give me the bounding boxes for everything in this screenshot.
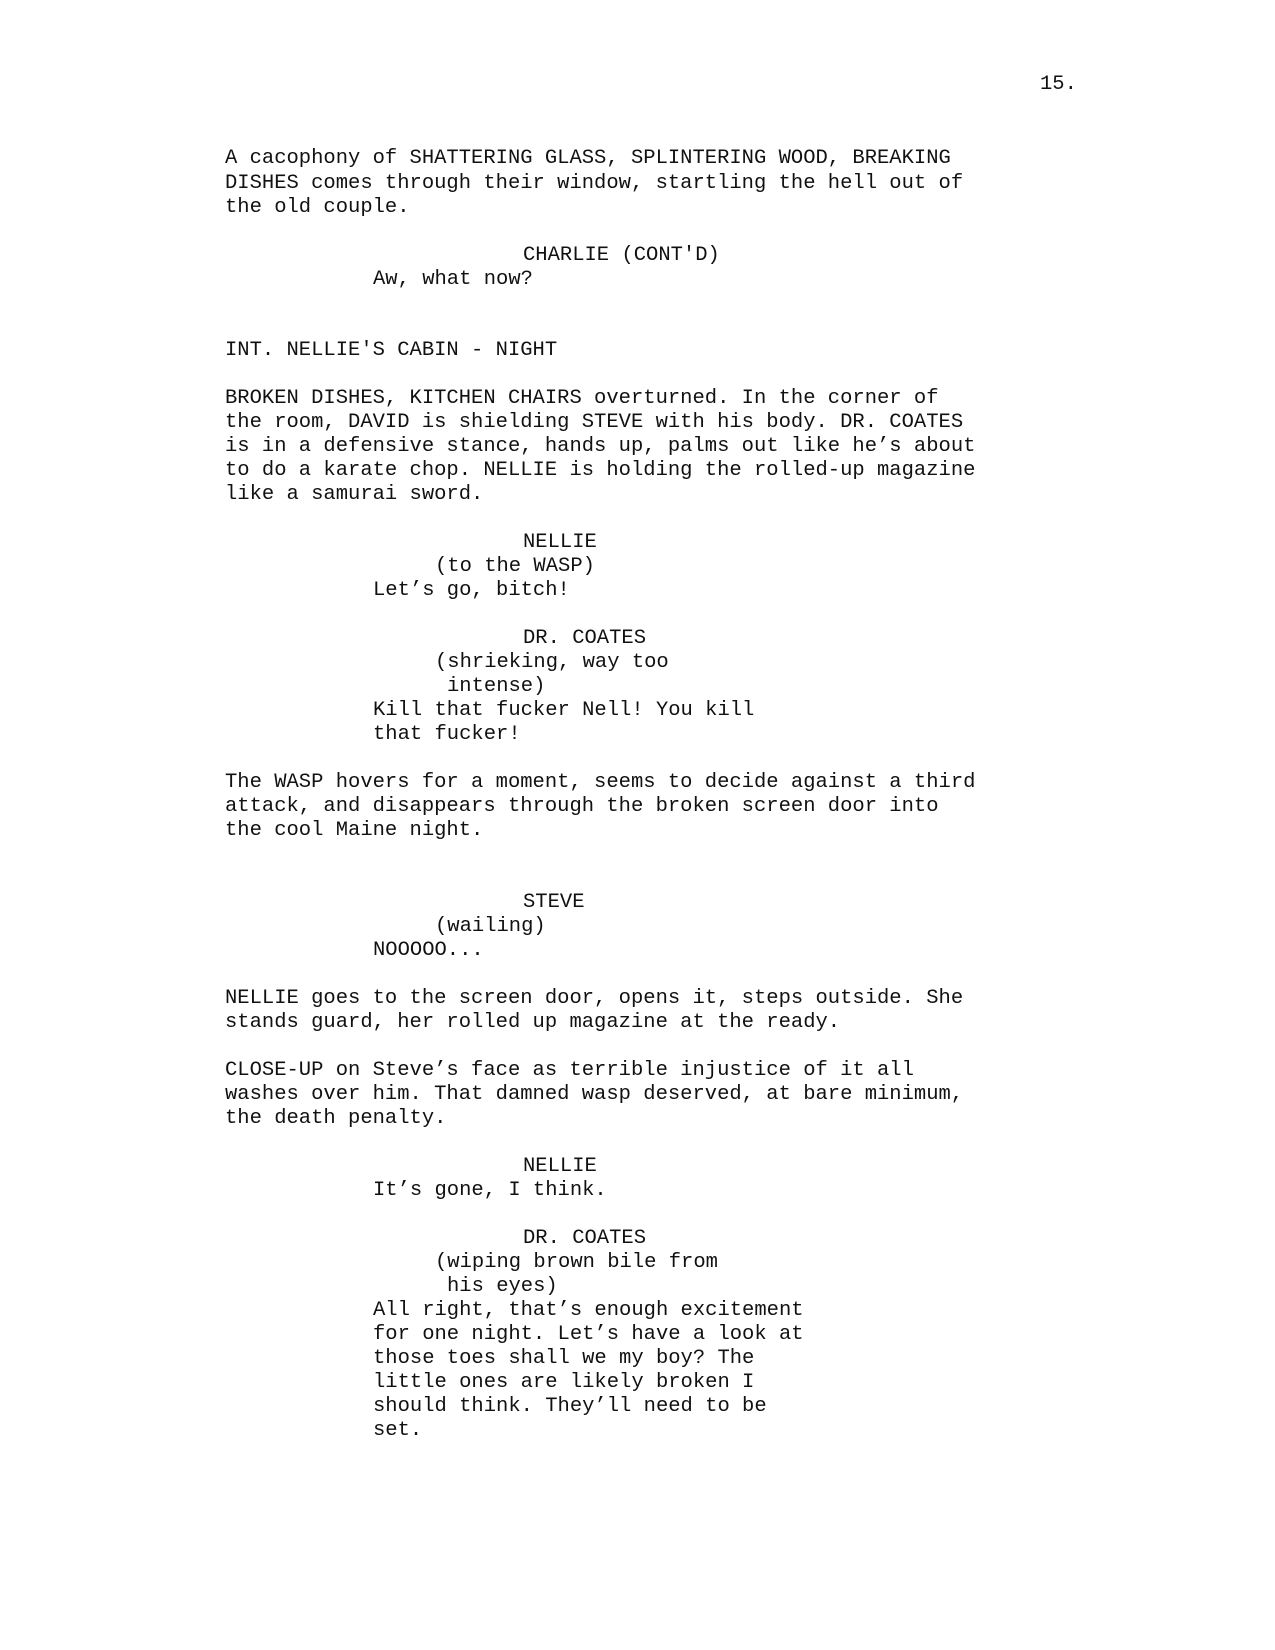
parenthetical: (to the WASP) [435, 555, 595, 578]
action-line: A cacophony of SHATTERING GLASS, SPLINTERING WOOD, BREAKING [225, 147, 951, 170]
character-name: CHARLIE (CONT'D) [523, 244, 720, 267]
action-line: NELLIE goes to the screen door, opens it, steps outside. She [225, 987, 964, 1010]
action-line: DISHES comes through their window, startling the hell out of [225, 172, 964, 195]
action-line: like a samurai sword. [225, 483, 484, 506]
parenthetical: his eyes) [447, 1275, 558, 1298]
action-line: the death penalty. [225, 1107, 447, 1130]
dialogue-line: NOOOOO... [373, 939, 484, 962]
dialogue-line: for one night. Let’s have a look at [373, 1323, 804, 1346]
character-name: NELLIE [523, 531, 597, 554]
action-line: CLOSE-UP on Steve’s face as terrible injustice of it all [225, 1059, 914, 1082]
parenthetical: (wailing) [435, 915, 546, 938]
character-name: DR. COATES [523, 1227, 647, 1250]
character-name: DR. COATES [523, 627, 647, 650]
parenthetical: (wiping brown bile from [435, 1251, 718, 1274]
dialogue-line: Let’s go, bitch! [373, 579, 570, 602]
action-line: washes over him. That damned wasp deserved, at bare minimum, [225, 1083, 964, 1106]
dialogue-line: All right, that’s enough excitement [373, 1299, 804, 1322]
action-line: to do a karate chop. NELLIE is holding the rolled-up magazine [225, 459, 976, 482]
page-number: 15. [1040, 73, 1077, 96]
dialogue-line: It’s gone, I think. [373, 1179, 607, 1202]
dialogue-line: should think. They’ll need to be [373, 1395, 767, 1418]
dialogue-line: that fucker! [373, 723, 521, 746]
character-name: STEVE [523, 891, 585, 914]
parenthetical: (shrieking, way too [435, 651, 669, 674]
parenthetical: intense) [447, 675, 546, 698]
scene-heading: INT. NELLIE'S CABIN - NIGHT [225, 339, 558, 362]
dialogue-line: Aw, what now? [373, 268, 533, 291]
dialogue-line: those toes shall we my boy? The [373, 1347, 755, 1370]
character-name: NELLIE [523, 1155, 597, 1178]
dialogue-line: set. [373, 1419, 423, 1442]
action-line: the room, DAVID is shielding STEVE with his body. DR. COATES [225, 411, 964, 434]
action-line: The WASP hovers for a moment, seems to decide against a third [225, 771, 976, 794]
action-line: stands guard, her rolled up magazine at the ready. [225, 1011, 841, 1034]
dialogue-line: little ones are likely broken I [373, 1371, 755, 1394]
dialogue-line: Kill that fucker Nell! You kill [373, 699, 755, 722]
action-line: BROKEN DISHES, KITCHEN CHAIRS overturned. In the corner of [225, 387, 939, 410]
action-line: the cool Maine night. [225, 819, 484, 842]
action-line: is in a defensive stance, hands up, palms out like he’s about [225, 435, 976, 458]
action-line: the old couple. [225, 196, 410, 219]
action-line: attack, and disappears through the broken screen door into [225, 795, 939, 818]
